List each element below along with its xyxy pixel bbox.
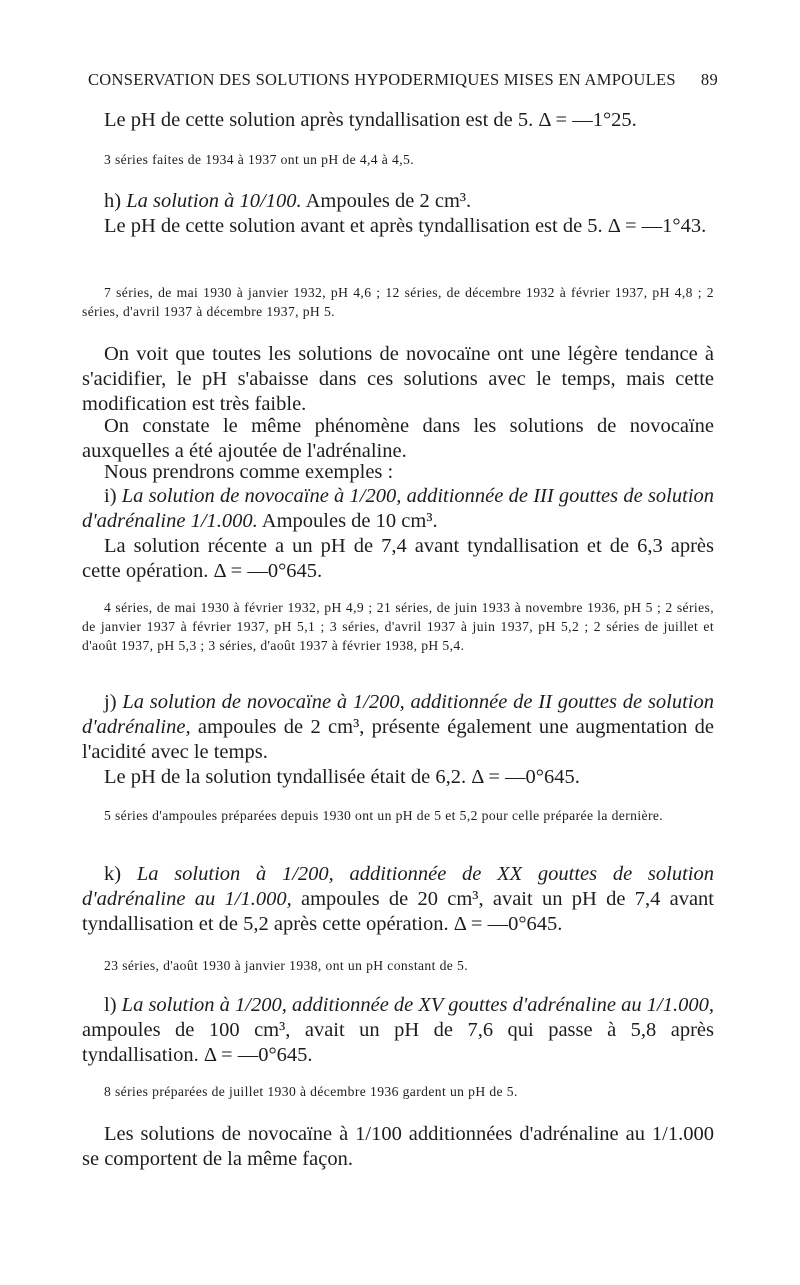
note: 4 séries, de mai 1930 à février 1932, pH 4,9 ; 21 séries, de juin 1933 à novembre 1936, pH 5 ; 2 séries, de janvier 1937 à février 1937, pH 5,1 ; 3 séries, d'avril 1937 à juin 1937, pH 5,2 ; 2 séries de juillet et d'août 1937, pH 5,3 ; 3 séries, d'août 1937 à février 1938, pH 5,4. bbox=[82, 600, 714, 653]
section-text: Ampoules de 10 cm³. bbox=[261, 510, 438, 532]
paragraph: Le pH de la solution tyndallisée était de 6,2. Δ = —0°645. bbox=[104, 766, 580, 788]
section-j bbox=[82, 690, 714, 765]
section-i bbox=[82, 484, 714, 534]
section-text: ampoules de 2 cm³, présente également une augmentation de l'acidité avec le temps. bbox=[82, 716, 714, 763]
paragraph: La solution récente a un pH de 7,4 avant tyndallisation et de 6,3 après cette opération. Δ = —0°645. bbox=[82, 535, 714, 582]
section-label: j) bbox=[104, 691, 117, 713]
section-title: La solution de novocaïne à 1/200, additionnée de III gouttes de solution d'adrénaline 1/1.000. bbox=[82, 485, 715, 532]
note: 7 séries, de mai 1930 à janvier 1932, pH 4,6 ; 12 séries, de décembre 1932 à février 1937, pH 4,8 ; 2 séries, d'avril 1937 à décembre 1937, pH 5. bbox=[82, 285, 714, 319]
section-label: k) bbox=[104, 863, 122, 885]
running-header bbox=[88, 70, 718, 90]
section-text: ampoules de 100 cm³, avait un pH de 7,6 qui passe à 5,8 après tyndallisation. Δ = —0°645. bbox=[82, 1019, 714, 1066]
section-title: La solution à 1/200, additionnée de XX gouttes de solution d'adrénaline au 1/1.000, bbox=[82, 863, 714, 910]
section-k bbox=[82, 862, 714, 937]
section-label: l) bbox=[104, 994, 117, 1016]
note: 5 séries d'ampoules préparées depuis 1930 ont un pH de 5 et 5,2 pour celle préparée la dernière. bbox=[104, 808, 664, 823]
section-h bbox=[82, 189, 714, 214]
note: 8 séries préparées de juillet 1930 à décembre 1936 gardent un pH de 5. bbox=[104, 1084, 518, 1099]
running-title: CONSERVATION DES SOLUTIONS HYPODERMIQUES MISES EN AMPOULES bbox=[88, 70, 676, 89]
paragraph: Les solutions de novocaïne à 1/100 additionnées d'adrénaline au 1/1.000 se comportent de la même façon. bbox=[82, 1123, 714, 1170]
section-title: La solution de novocaïne à 1/200, additionnée de II gouttes de solution d'adrénaline, bbox=[82, 691, 715, 738]
page-number: 89 bbox=[700, 70, 718, 89]
section-text: Ampoules de 2 cm³. bbox=[305, 190, 472, 212]
section-title: La solution à 1/200, additionnée de XV gouttes d'adrénaline au 1/1.000, bbox=[121, 994, 714, 1016]
section-label: i) bbox=[104, 485, 117, 507]
paragraph: On voit que toutes les solutions de novocaïne ont une légère tendance à s'acidifier, le pH s'abaisse dans ces solutions avec le temps, mais cette modification est très faible. bbox=[82, 343, 714, 415]
paragraph: Le pH de cette solution après tyndallisation est de 5. Δ = —1°25. bbox=[104, 109, 637, 131]
paragraph: On constate le même phénomène dans les solutions de novocaïne auxquelles a été ajoutée de l'adrénaline. bbox=[82, 415, 714, 462]
note: 23 séries, d'août 1930 à janvier 1938, ont un pH constant de 5. bbox=[104, 958, 469, 973]
section-title: La solution à 10/100. bbox=[126, 190, 302, 212]
paragraph: Le pH de cette solution avant et après tyndallisation est de 5. Δ = —1°43. bbox=[104, 215, 707, 237]
note: 3 séries faites de 1934 à 1937 ont un pH de 4,4 à 4,5. bbox=[104, 152, 415, 167]
section-text: ampoules de 20 cm³, avait un pH de 7,4 avant tyndallisation et de 5,2 après cette opération. Δ = —0°645. bbox=[82, 888, 714, 935]
paragraph: Nous prendrons comme exemples : bbox=[104, 461, 394, 483]
section-l bbox=[82, 993, 714, 1068]
section-label: h) bbox=[104, 190, 122, 212]
